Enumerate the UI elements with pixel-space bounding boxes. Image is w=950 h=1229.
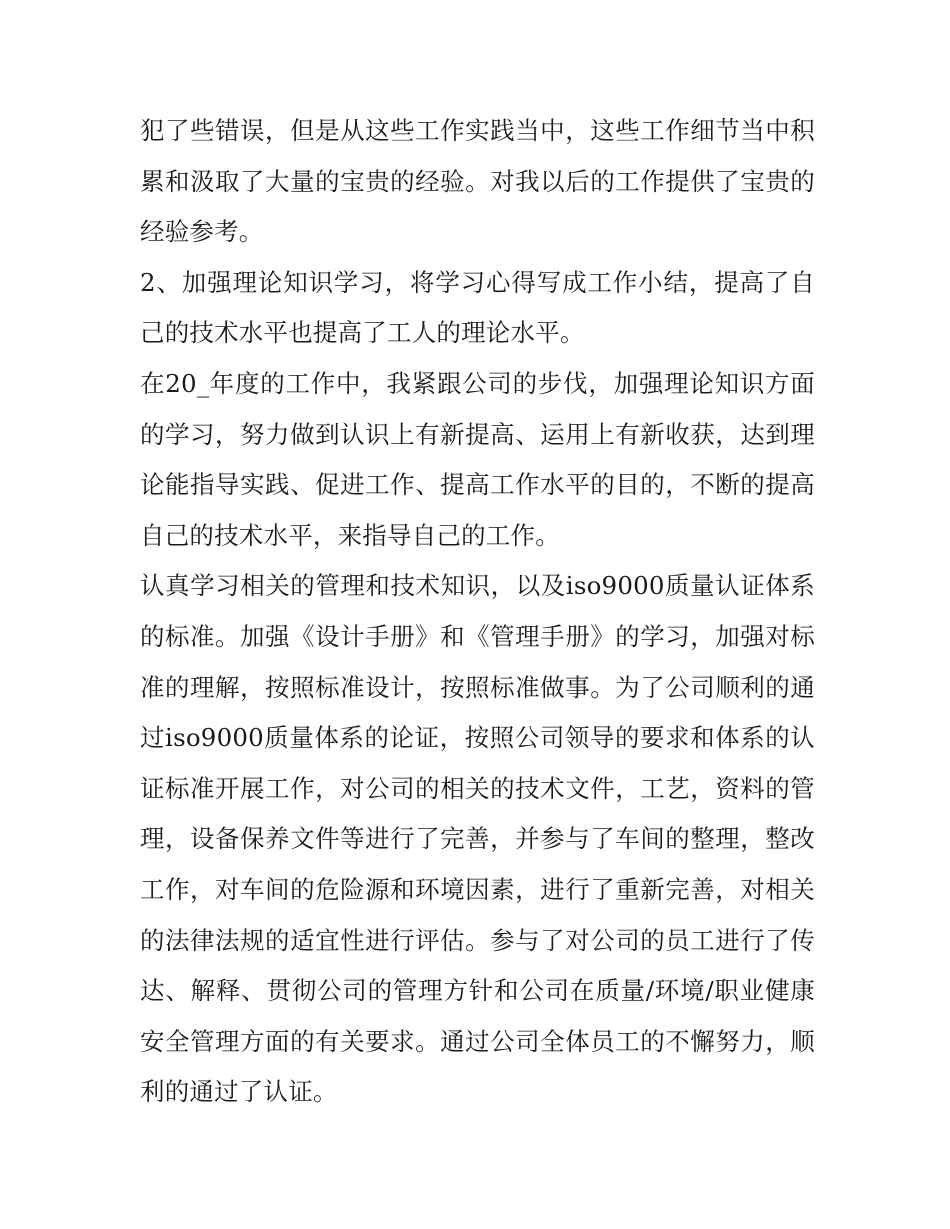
paragraph-iso9000: 认真学习相关的管理和技术知识，以及iso9000质量认证体系的标准。加强《设计手册》和《管理手册》的学习，加强对标准的理解，按照标准设计，按照标准做事。为了公司顺利的通过iso9000质量体系的论证，按照公司领导的要求和体系的认证标准开展工作，对公司的相关的技术文件，工艺，资料的管理，设备保养文件等进行了完善，并参与了车间的整理，整改工作，对车间的危险源和环境因素，进行了重新完善，对相关的法律法规的适宜性进行评估。参与了对公司的员工进行了传达、解释、贯彻公司的管理方针和公司在质量/环境/职业健康安全管理方面的有关要求。通过公司全体员工的不懈努力，顺利的通过了认证。	[140, 571, 815, 1107]
paragraph-item-2: 2、加强理论知识学习，将学习心得写成工作小结，提高了自己的技术水平也提高了工人的理论水平。	[140, 267, 815, 348]
paragraph-continuation: 犯了些错误，但是从这些工作实践当中，这些工作细节当中积累和汲取了大量的宝贵的经验。对我以后的工作提供了宝贵的经验参考。	[140, 116, 815, 247]
paragraph-annual-study: 在20_年度的工作中，我紧跟公司的步伐，加强理论知识方面的学习，努力做到认识上有新提高、运用上有新收获，达到理论能指导实践、促进工作、提高工作水平的目的，不断的提高自己的技术水平，来指导自己的工作。	[140, 368, 815, 550]
document-body	[140, 106, 815, 1118]
